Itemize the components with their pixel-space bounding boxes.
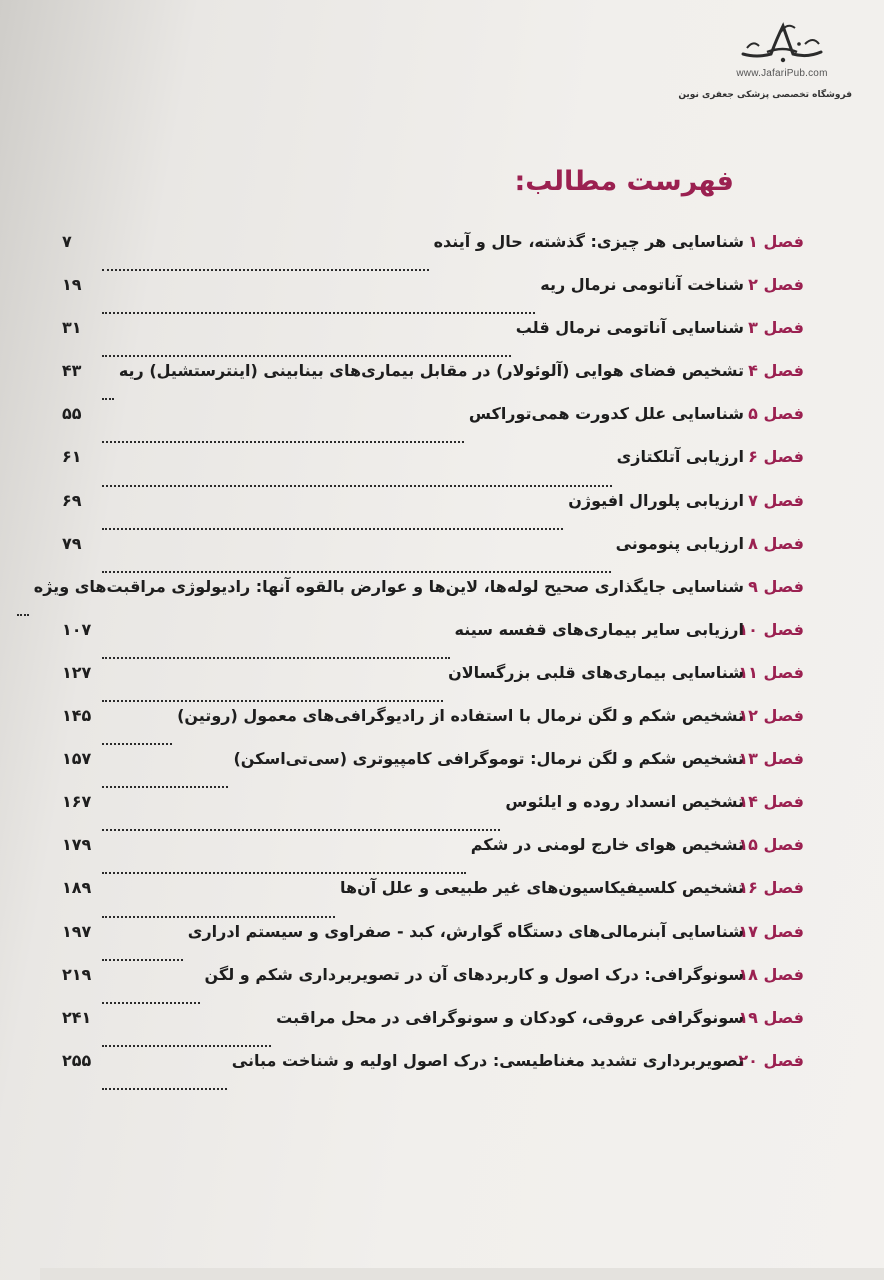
- toc-title: فهرست مطالب:: [514, 166, 734, 197]
- chapter-page-number: ۱۸۹: [62, 878, 92, 898]
- chapter-label: فصل ۶: [748, 447, 804, 467]
- chapter-label: فصل ۲: [748, 275, 804, 295]
- chapter-title: تشخیص کلسیفیکاسیون‌های غیر طبیعی و علل آن‌ها: [339, 878, 744, 898]
- chapter-label: فصل ۱۷: [738, 921, 804, 941]
- chapter-title: شناسایی آبنرمالی‌های دستگاه گوارش، کبد - صفراوی و سیستم ادراری: [187, 921, 744, 941]
- chapter-page-number: [0, 577, 15, 596]
- chapter-title: ارزیابی پلورال افیوژن: [568, 490, 744, 510]
- chapter-label: فصل ۸: [748, 533, 804, 553]
- dot-leader: [102, 269, 429, 271]
- toc-row[interactable]: [62, 275, 804, 318]
- chapter-title: شناسایی هر چیزی: گذشته، حال و آینده: [433, 232, 744, 251]
- table-of-contents: [33, 232, 804, 1094]
- dot-leader: [102, 1088, 227, 1090]
- chapter-label: فصل ۵: [748, 404, 804, 424]
- toc-row[interactable]: [33, 576, 804, 620]
- chapter-label: فصل ۱۱: [738, 662, 804, 682]
- toc-row[interactable]: [62, 232, 804, 275]
- chapter-title: سونوگرافی: درک اصول و کاربردهای آن در تصویربرداری شکم و لگن: [204, 964, 744, 984]
- chapter-title: ارزیابی پنومونی: [615, 533, 744, 553]
- dot-leader: [102, 571, 611, 573]
- toc-row[interactable]: [62, 835, 804, 878]
- publisher-logo[interactable]: [722, 18, 842, 79]
- dot-leader: [102, 441, 464, 443]
- toc-row[interactable]: [62, 447, 804, 490]
- toc-row[interactable]: [62, 878, 804, 921]
- toc-row[interactable]: [62, 792, 804, 835]
- chapter-title: شناخت آناتومی نرمال ریه: [540, 275, 744, 295]
- toc-row[interactable]: [62, 663, 804, 706]
- toc-row[interactable]: [62, 534, 804, 577]
- publisher-shop-name: فروشگاه تخصصی پزشکی جعفری نوین: [678, 90, 852, 100]
- chapter-label: فصل ۱۸: [738, 964, 804, 984]
- chapter-page-number: ۱۹: [62, 275, 82, 295]
- publisher-url[interactable]: www.JafariPub.com: [736, 68, 828, 79]
- chapter-page-number: ۴۳: [61, 361, 82, 381]
- chapter-label: فصل ۱: [748, 232, 804, 251]
- chapter-title: تصویربرداری تشدید مغناطیسی: درک اصول اولیه و شناخت مبانی: [231, 1050, 744, 1070]
- dot-leader: [102, 485, 612, 487]
- chapter-title: سونوگرافی عروقی، کودکان و سونوگرافی در محل مراقبت: [276, 1007, 744, 1027]
- chapter-title: تشخیص هوای خارج لومنی در شکم: [470, 835, 744, 855]
- toc-row[interactable]: [62, 1051, 804, 1094]
- chapter-label: فصل ۳: [748, 318, 804, 338]
- dot-leader: [102, 829, 500, 831]
- chapter-label: فصل ۱۶: [738, 878, 804, 898]
- chapter-label: فصل ۷: [748, 490, 804, 510]
- chapter-page-number: ۵۵: [62, 404, 82, 424]
- chapter-title: ارزیابی آتلکتازی: [616, 447, 744, 467]
- chapter-page-number: ۱۲۷: [62, 662, 92, 682]
- toc-row[interactable]: [62, 361, 804, 404]
- toc-row[interactable]: [62, 1008, 804, 1051]
- toc-row[interactable]: [62, 749, 804, 792]
- chapter-page-number: ۱۹۷: [62, 921, 92, 941]
- chapter-label: فصل ۱۴: [738, 792, 804, 812]
- chapter-title: تشخیص انسداد روده و ایلئوس: [505, 792, 744, 812]
- chapter-label: فصل ۱۹: [738, 1007, 804, 1027]
- page-bottom-edge: [40, 1268, 884, 1280]
- chapter-page-number: ۶۹: [62, 490, 82, 510]
- dot-leader: [102, 657, 450, 659]
- chapter-page-number: ۷: [62, 232, 72, 251]
- dot-leader: [102, 786, 228, 788]
- chapter-title: تشخیص شکم و لگن نرمال با استفاده از رادیوگرافی‌های معمول (روتین): [177, 706, 744, 726]
- chapter-page-number: ۱۶۷: [62, 792, 92, 812]
- dot-leader: [102, 528, 563, 530]
- dot-leader: [102, 355, 511, 357]
- toc-row[interactable]: [62, 620, 804, 663]
- chapter-label: فصل ۱۵: [738, 835, 804, 855]
- chapter-page-number: ۲۱۹: [62, 964, 92, 984]
- dot-leader: [102, 1045, 271, 1047]
- chapter-label: فصل ۹: [748, 576, 804, 596]
- chapter-label: فصل ۴: [748, 361, 804, 381]
- toc-row[interactable]: [62, 491, 804, 534]
- toc-row[interactable]: [62, 706, 804, 749]
- toc-row[interactable]: [62, 922, 804, 965]
- chapter-page-number: ۶۱: [62, 447, 82, 467]
- chapter-title: شناسایی علل کدورت همی‌توراکس: [468, 404, 744, 424]
- crown-calligraphy-logo-icon: [737, 18, 827, 66]
- chapter-title: شناسایی جایگذاری صحیح لوله‌ها، لاین‌ها و عوارض بالقوه آنها: رادیولوژی مراقبت‌های ویژه: [33, 576, 744, 596]
- chapter-page-number: ۷۹: [62, 533, 82, 553]
- chapter-label: فصل ۱۰: [738, 619, 804, 639]
- chapter-page-number: ۲۴۱: [62, 1007, 92, 1027]
- toc-row[interactable]: [62, 965, 804, 1008]
- dot-leader: [102, 398, 114, 400]
- chapter-label: فصل ۱۲: [738, 706, 804, 726]
- dot-leader: [102, 312, 535, 314]
- toc-row[interactable]: [62, 404, 804, 447]
- dot-leader: [102, 743, 172, 745]
- dot-leader: [102, 700, 443, 702]
- chapter-page-number: ۲۵۵: [62, 1050, 92, 1070]
- toc-row[interactable]: [62, 318, 804, 361]
- chapter-label: فصل ۲۰: [738, 1050, 804, 1070]
- chapter-title: تشخیص شکم و لگن نرمال: توموگرافی کامپیوتری (سی‌تی‌اسکن): [233, 749, 744, 769]
- chapter-page-number: ۱۵۷: [62, 749, 92, 769]
- chapter-page-number: ۳۱: [62, 318, 82, 338]
- chapter-page-number: ۱۴۵: [62, 706, 92, 726]
- chapter-title: شناسایی آناتومی نرمال قلب: [515, 318, 744, 338]
- dot-leader: [102, 959, 183, 961]
- dot-leader: [102, 916, 335, 918]
- chapter-label: فصل ۱۳: [738, 749, 804, 769]
- dot-leader: [102, 872, 466, 874]
- chapter-title: ارزیابی سایر بیماری‌های قفسه سینه: [454, 619, 744, 639]
- chapter-page-number: ۱۰۷: [62, 619, 92, 639]
- dot-leader: [102, 1002, 200, 1004]
- chapter-page-number: ۱۷۹: [62, 835, 92, 855]
- chapter-title: تشخیص فضای هوایی (آلوئولار) در مقابل بیماری‌های بینابینی (اینترستشیل) ریه: [118, 361, 744, 381]
- dot-leader: [17, 614, 29, 616]
- chapter-title: شناسایی بیماری‌های قلبی بزرگسالان: [448, 662, 744, 682]
